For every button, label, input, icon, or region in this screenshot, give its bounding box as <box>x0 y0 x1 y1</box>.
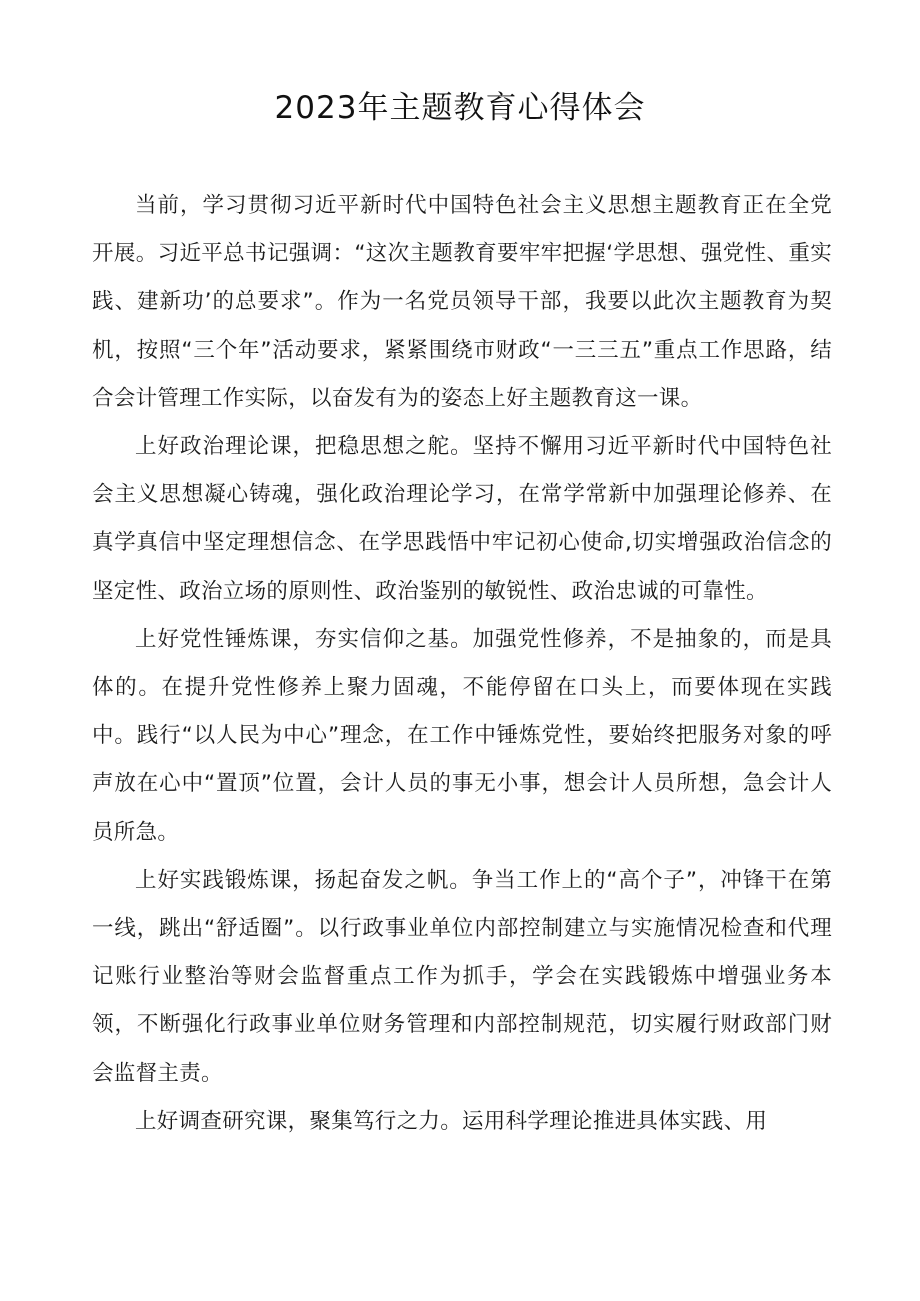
paragraph-research: 上好调查研究课，聚集笃行之力。运用科学理论推进具体实践、用 <box>135 1108 768 1134</box>
paragraph-practice: 上好实践锻炼课，扬起奋发之帆。争当工作上的“高个子”，冲锋干在第一线，跳出“舒适圈”。以行政事业单位内部控制建立与实施情况检查和代理记账行业整治等财会监督重点工作为抓手，学会在实践锻炼中增强业务本领，不断强化行政事业单位财务管理和内部控制规范，切实履行财政部门财会监督主责。 <box>92 867 832 1086</box>
document-title: 2023年主题教育心得体会 <box>274 90 646 126</box>
paragraph-party-spirit: 上好党性锤炼课，夯实信仰之基。加强党性修养，不是抽象的，而是具体的。在提升党性修养上聚力固魂，不能停留在口头上，而要体现在实践中。践行“以人民为中心”理念，在工作中锤炼党性，要始终把服务对象的呼声放在心中“置顶”位置，会计人员的事无小事，想会计人员所想，急会计人员所急。 <box>92 626 832 845</box>
document-body <box>92 182 832 1146</box>
paragraph-political-theory: 上好政治理论课，把稳思想之舵。坚持不懈用习近平新时代中国特色社会主义思想凝心铸魂，强化政治理论学习，在常学常新中加强理论修养、在真学真信中坚定理想信念、在学思践悟中牢记初心使命,切实增强政治信念的坚定性、政治立场的原则性、政治鉴别的敏锐性、政治忠诚的可靠性。 <box>92 434 832 604</box>
paragraph-intro: 当前，学习贯彻习近平新时代中国特色社会主义思想主题教育正在全党开展。习近平总书记强调：“这次主题教育要牢牢把握‘学思想、强党性、重实践、建新功’的总要求”。作为一名党员领导干部，我要以此次主题教育为契机，按照“三个年”活动要求，紧紧围绕市财政“一三三五”重点工作思路，结合会计管理工作实际，以奋发有为的姿态上好主题教育这一课。 <box>92 193 832 411</box>
